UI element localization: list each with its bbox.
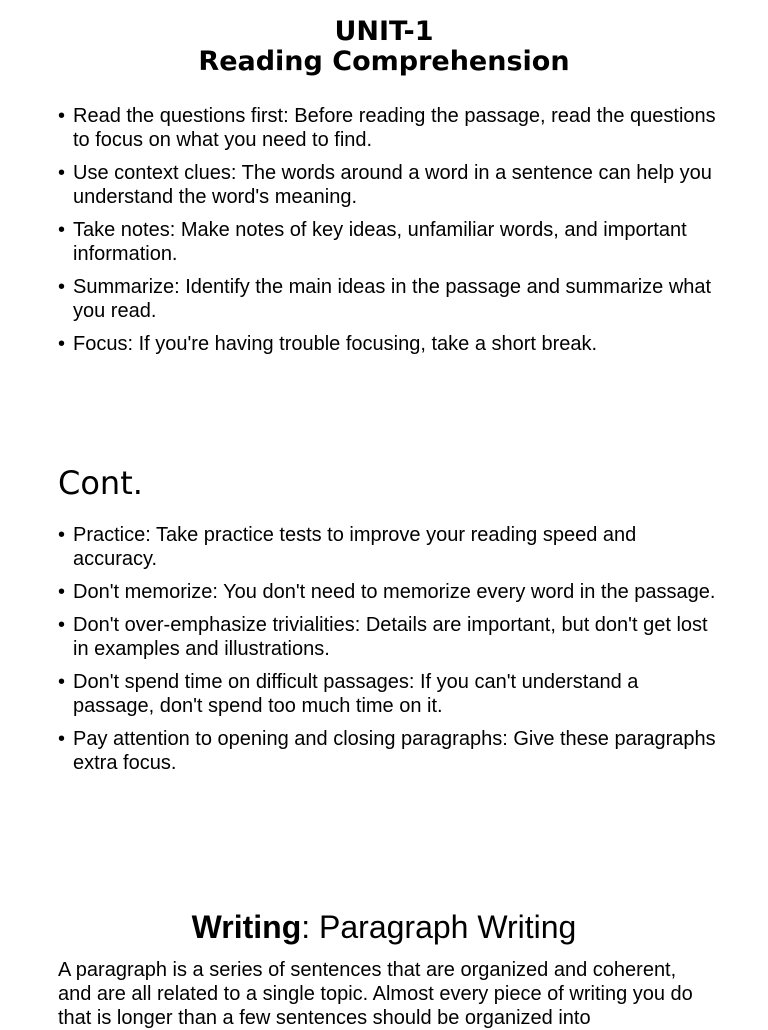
list-item bbox=[58, 580, 718, 604]
list-item bbox=[58, 523, 718, 571]
bullet-icon: • bbox=[58, 728, 66, 750]
bullet-icon: • bbox=[58, 105, 66, 127]
slide1-title-line2: Reading Comprehension bbox=[198, 46, 570, 77]
bullet-icon: • bbox=[58, 333, 66, 355]
list-item bbox=[58, 727, 718, 775]
list-item bbox=[58, 218, 718, 266]
slide1-bullet-list bbox=[58, 104, 718, 365]
bullet-text: Don't spend time on difficult passages: If you can't understand a passage, don't spend too much time on it. bbox=[73, 671, 639, 717]
bullet-icon: • bbox=[58, 276, 66, 298]
bullet-icon: • bbox=[58, 581, 66, 603]
bullet-text: Don't memorize: You don't need to memorize every word in the passage. bbox=[73, 581, 716, 603]
slide3-heading-bold: Writing bbox=[191, 909, 302, 945]
list-item bbox=[58, 275, 718, 323]
list-item bbox=[58, 613, 718, 661]
slide3-heading bbox=[0, 908, 768, 946]
list-item bbox=[58, 104, 718, 152]
bullet-text: Don't over-emphasize trivialities: Details are important, but don't get lost in examples and illustrations. bbox=[73, 614, 708, 660]
bullet-text: Read the questions first: Before reading the passage, read the questions to focus on what you need to find. bbox=[73, 105, 716, 151]
bullet-text: Summarize: Identify the main ideas in the passage and summarize what you read. bbox=[73, 276, 712, 322]
list-item bbox=[58, 670, 718, 718]
bullet-icon: • bbox=[58, 614, 66, 636]
bullet-text: Focus: If you're having trouble focusing, take a short break. bbox=[73, 333, 598, 355]
bullet-text: Use context clues: The words around a word in a sentence can help you understand the word's meaning. bbox=[73, 162, 712, 208]
bullet-text: Practice: Take practice tests to improve your reading speed and accuracy. bbox=[73, 524, 637, 570]
bullet-text: Take notes: Make notes of key ideas, unfamiliar words, and important information. bbox=[73, 219, 687, 265]
slide2-bullet-list bbox=[58, 523, 718, 784]
list-item bbox=[58, 161, 718, 209]
slide3-heading-rest: : Paragraph Writing bbox=[301, 909, 577, 945]
bullet-text: Pay attention to opening and closing paragraphs: Give these paragraphs extra focus. bbox=[73, 728, 716, 774]
bullet-icon: • bbox=[58, 219, 66, 241]
list-item bbox=[58, 332, 718, 356]
bullet-icon: • bbox=[58, 671, 66, 693]
slide1-title bbox=[0, 17, 768, 77]
slide1-title-line1: UNIT-1 bbox=[334, 16, 434, 47]
slide2-heading: Cont. bbox=[58, 464, 143, 502]
slide3-paragraph: A paragraph is a series of sentences that are organized and coherent, and are all related to a single topic. Almost every piece of writing you do that is longer than a few sentences should be organized into bbox=[58, 959, 693, 1029]
bullet-icon: • bbox=[58, 524, 66, 546]
bullet-icon: • bbox=[58, 162, 66, 184]
